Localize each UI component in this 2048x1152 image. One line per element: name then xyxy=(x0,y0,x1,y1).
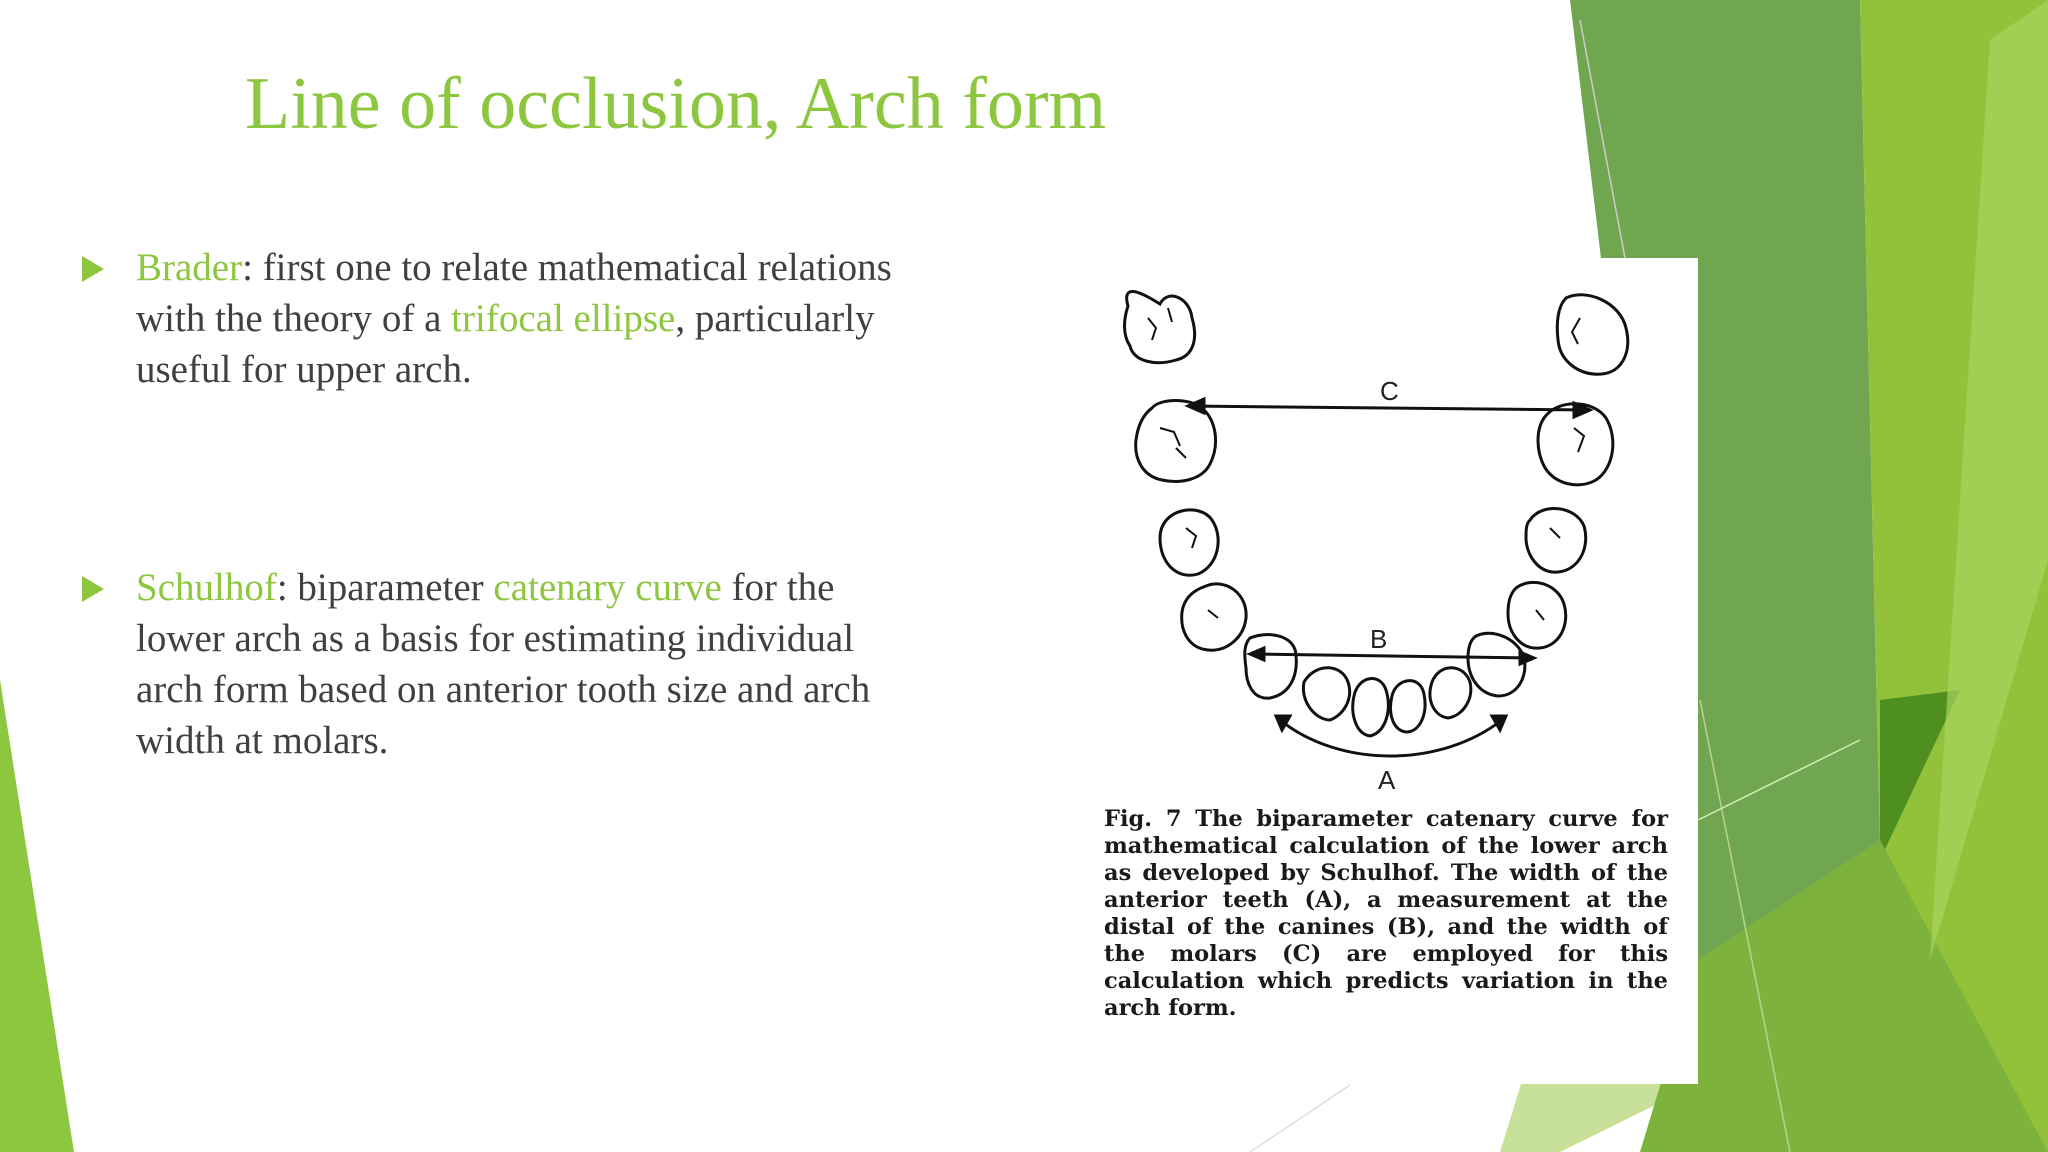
bullet-lead: Schulhof xyxy=(136,566,277,609)
tooth-detail-lines xyxy=(1148,308,1584,620)
tooth-left-incisor-2 xyxy=(1303,668,1349,720)
bullet-brader xyxy=(82,242,922,395)
tooth-right-incisor-1 xyxy=(1391,681,1425,732)
tooth-left-incisor-1 xyxy=(1353,679,1388,736)
label-a: A xyxy=(1378,765,1396,795)
triangle-right-icon xyxy=(82,256,104,282)
arrowhead-b-right xyxy=(1520,652,1534,664)
tooth-right-incisor-2 xyxy=(1430,668,1471,718)
left-deco-green xyxy=(0,680,74,1152)
figure-caption: Fig. 7 The biparameter catenary curve for mathematical calculation of the lower arch as developed by Schulhof. The width of the anterior teeth (A), a measurement at the distal of the canines (B), and the width of the molars (C) are employed for this calculation which predicts variation in the arch form. xyxy=(1104,806,1668,1021)
bullet-part1: : biparameter xyxy=(276,566,494,609)
tooth-right-premolar-2 xyxy=(1526,509,1586,573)
bullet-schulhof xyxy=(82,562,922,766)
dental-arch-figure xyxy=(1090,258,1698,1084)
tooth-left-premolar-1 xyxy=(1182,584,1246,650)
measurement-arc-a xyxy=(1280,720,1502,756)
bullet-highlight: catenary curve xyxy=(493,566,722,609)
arrowhead-a-right xyxy=(1492,716,1506,730)
tooth-right-canine xyxy=(1468,633,1525,696)
dental-arch-diagram xyxy=(1090,258,1698,806)
triangle-right-icon xyxy=(82,576,104,602)
bullet-part1: : first one to relate mathematical relations with the theory of a xyxy=(136,246,892,340)
tooth-right-molar-2 xyxy=(1557,295,1627,374)
label-b: B xyxy=(1370,624,1388,654)
measurement-line-b xyxy=(1250,654,1534,658)
deco-thin-line-3 xyxy=(1250,1085,1350,1152)
bullet-text xyxy=(136,242,922,395)
bullet-text xyxy=(136,562,922,766)
tooth-left-molar-2 xyxy=(1125,291,1195,362)
bullet-highlight: trifocal ellipse xyxy=(451,297,676,340)
measurement-line-c xyxy=(1188,406,1590,410)
arrowhead-a-left xyxy=(1276,716,1290,730)
bullet-lead: Brader xyxy=(136,246,243,289)
slide-title: Line of occlusion, Arch form xyxy=(245,63,1107,145)
tooth-left-premolar-2 xyxy=(1160,510,1218,575)
tooth-left-canine xyxy=(1245,635,1296,699)
label-c: C xyxy=(1380,376,1399,406)
bullet-part2: for the lower arch as a basis for estimating individual arch form based on anterior tooth size and arch width at molars. xyxy=(136,566,871,762)
bullet-part2: , particularly useful for upper arch. xyxy=(136,297,875,391)
tooth-right-premolar-1 xyxy=(1508,582,1566,648)
arrowhead-b-left xyxy=(1250,648,1264,660)
